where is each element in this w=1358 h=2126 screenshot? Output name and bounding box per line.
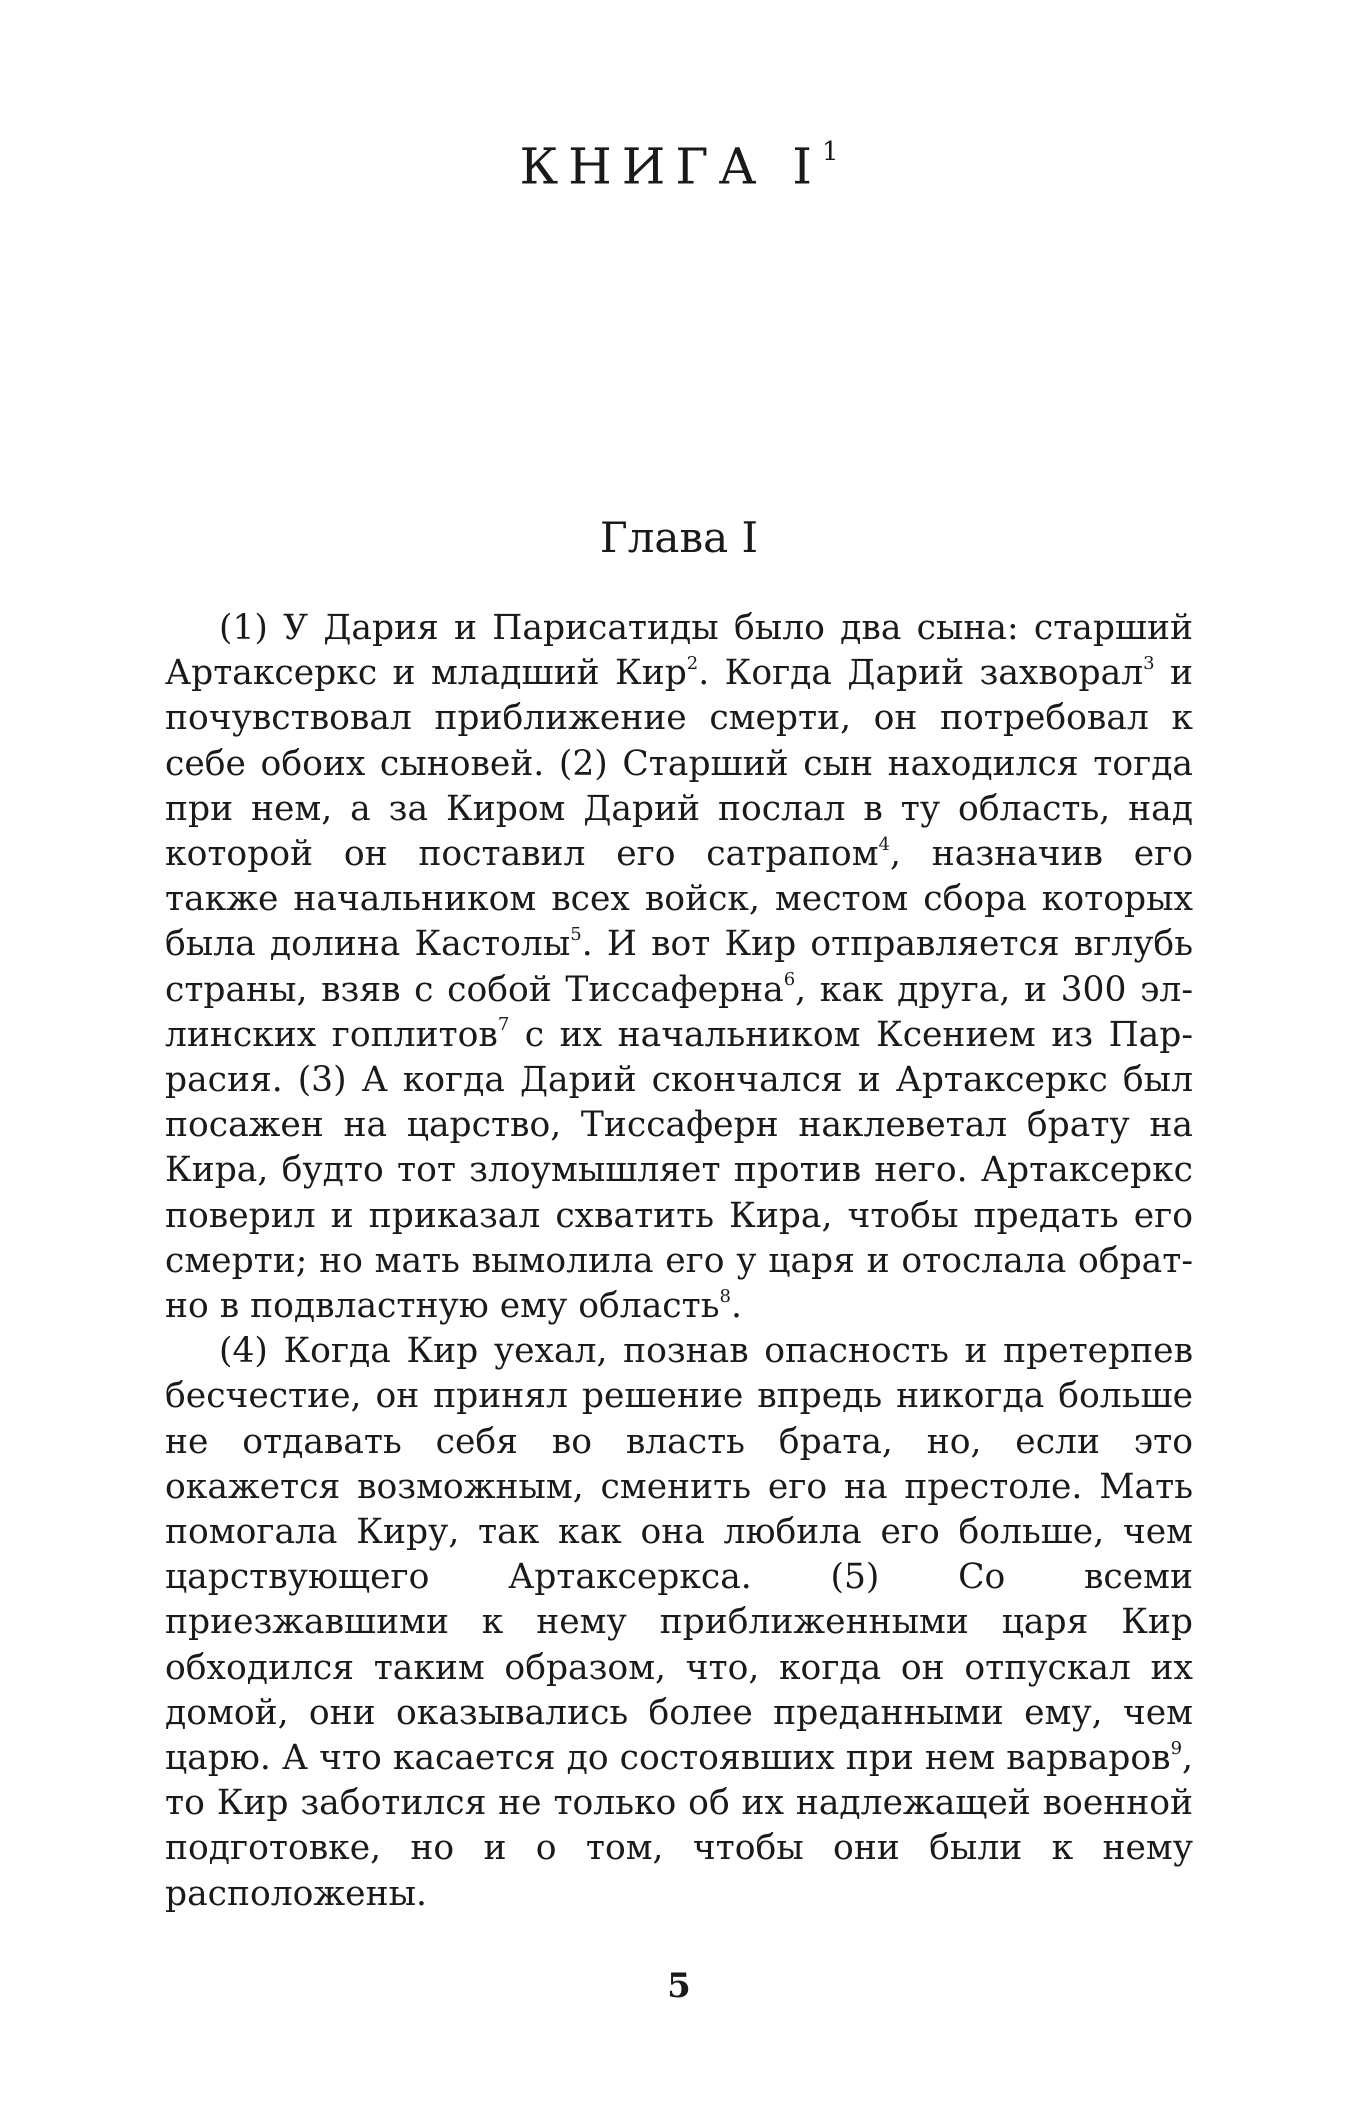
book-title-text: КНИГА I [519, 137, 822, 196]
text-segment: с их начальником Ксением из Паррасия. (3) А когда Дарий скончался и Артаксеркс был посажен на царство, Тиссаферн наклеветал брату на Кира, будто тот злоумышляет против него. Артаксеркс поверил и приказал схватить Кира, чтобы предать его смерти; но мать вымолила его у царя и отослала обратно в подвластную ему область [165, 1014, 1193, 1327]
text-segment: . И вот Кир отправляется вглубь страны, взяв с собой Тиссаферна [165, 924, 1193, 1010]
text-segment: , то Кир заботился не только об их надлежащей военной подготовке, но и о том, чтобы они были к нему расположены. [165, 1738, 1193, 1914]
paragraph [165, 1329, 1193, 1917]
footnote-marker: 7 [497, 1014, 510, 1036]
text-segment: , назначив его также начальником всех войск, местом сбора которых была долина Кастолы [165, 834, 1193, 965]
chapter-title: Глава I [599, 513, 759, 562]
footnote-marker: 9 [1170, 1737, 1183, 1759]
footnote-marker: 4 [878, 833, 890, 855]
text-segment: (1) У Дария и Парисатиды было два сына: старший Артаксеркс и младший Кир [165, 608, 1193, 694]
text-segment: . Когда Дарий захворал [698, 653, 1144, 694]
paragraph [165, 606, 1193, 1329]
body-text [165, 606, 1193, 1917]
footnote-marker: 5 [570, 923, 582, 945]
text-segment: . [730, 1286, 742, 1327]
page-number: 5 [667, 1966, 691, 2006]
footnote-marker: 3 [1143, 652, 1155, 674]
text-segment: и почувствовал приближение смерти, он потребовал к себе обоих сыновей. (2) Старший сын находился тогда при нем, а за Киром Дарий послал в ту область, над которой он поставил его сатрапом [165, 653, 1193, 875]
text-segment: , как друга, и 300 эллинских гоплитов [165, 969, 1193, 1055]
text-segment: (4) Когда Кир уехал, познав опасность и претерпев бесчестие, он принял решение впредь никогда больше не отдавать себя во власть брата, но, если это окажется возможным, сменить его на престоле. Мать помогала Киру, так как она любила его больше, чем царствующего Артаксеркса. (5) Со всеми приезжавшими к нему приближенными царя Кир обходился таким образом, что, когда он отпускал их домой, они оказывались более преданными ему, чем царю. А что касается до состоявших при нем варваров [165, 1331, 1193, 1779]
book-title [0, 128, 1358, 197]
footnote-marker: 8 [719, 1285, 731, 1307]
footnote-marker: 6 [783, 969, 796, 991]
book-title-footnote: 1 [821, 137, 839, 167]
footnote-marker: 2 [686, 652, 699, 674]
